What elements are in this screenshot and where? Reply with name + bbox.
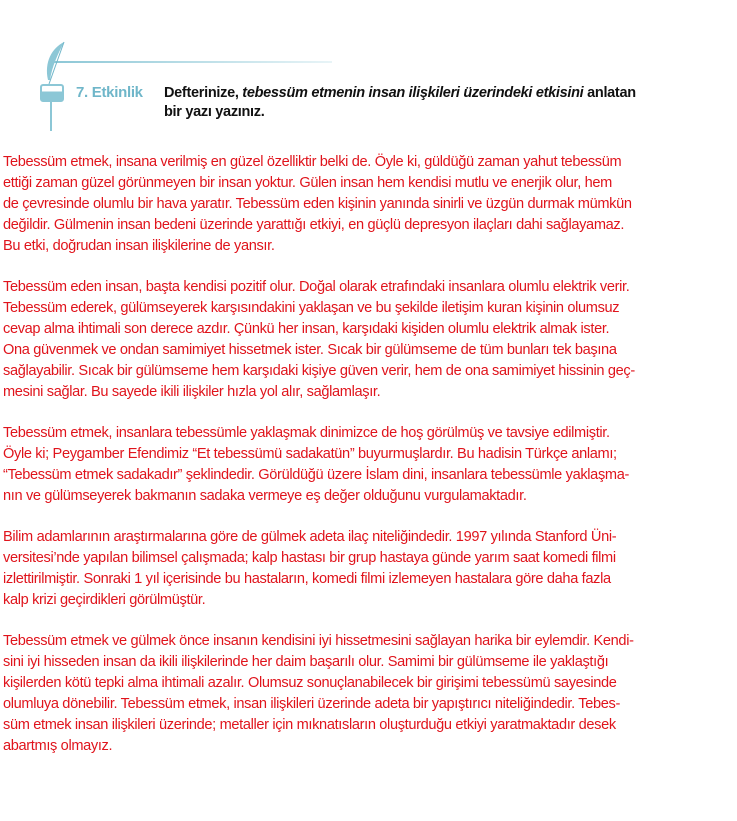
header-rule <box>52 61 332 63</box>
text-line: cevap alma ihtimali son derece azdır. Çünkü her insan, karşıdaki kişiden olumlu elektrik almak ister. <box>3 321 610 337</box>
task-text: anlatan <box>583 85 636 101</box>
text-line: nın ve gülümseyerek bakmanın sadaka vermeye eş değer olduğunu vurgulamaktadır. <box>3 488 527 504</box>
text-line: “Tebessüm etmek sadakadır” şeklindedir. Görüldüğü üzere İslam dini, insanlara tebessümle yaklaşma- <box>3 467 629 483</box>
text-line: mesini sağlar. Bu sayede ikili ilişkiler hızla yol alır, sağlamlaşır. <box>3 384 381 400</box>
task-emphasis: tebessüm etmenin insan ilişkileri üzerindeki etkisini <box>242 85 584 101</box>
text-line: Bu etki, doğrudan insan ilişkilerine de yansır. <box>3 238 275 254</box>
text-line: Tebessüm etmek, insana verilmiş en güzel özelliktir belki de. Öyle ki, güldüğü zaman yahut tebessüm <box>3 154 622 170</box>
text-line: değildir. Gülmenin insan bedeni üzerinde yarattığı etkiyi, en güçlü depresyon ilaçları dahi sağlayamaz. <box>3 217 625 233</box>
text-line: Bilim adamlarının araştırmalarına göre de gülmek adeta ilaç niteliğindedir. 1997 yılında Stanford Üni- <box>3 529 617 545</box>
text-line: Ona güvenmek ve ondan samimiyet hissetmek ister. Sıcak bir gülümseme de tüm bunları tek başına <box>3 342 617 358</box>
text-line: süm etmek insan ilişkileri üzerinde; metaller için mıknatısların oluşturduğu etkiyi yaratmaktadır desek <box>3 717 616 733</box>
inkwell-icon <box>40 84 64 102</box>
task-instruction <box>164 84 636 122</box>
text-line: izlettirilmiştir. Sonraki 1 yıl içerisinde bu hastaların, komedi filmi izlemeyen hastalara göre daha fazla <box>3 571 611 587</box>
text-line: de çevresinde olumlu bir hava yaratır. Tebessüm eden kişinin yanında sinirli ve üzgün durmak mümkün <box>3 196 632 212</box>
text-line: kalp krizi geçirdikleri görülmüştür. <box>3 592 206 608</box>
text-line: sağlayabilir. Sıcak bir gülümseme hem karşıdaki kişiye güven verir, hem de ona samimiyet hissinin geç- <box>3 363 635 379</box>
text-line: olumluya dönebilir. Tebessüm etmek, insan ilişkileri üzerinde adeta bir yapıştırıcı niteliğindedir. Tebes- <box>3 696 620 712</box>
task-text: Defterinize, <box>164 85 243 101</box>
quill-icon <box>38 40 68 88</box>
text-line: Tebessüm etmek, insanlara tebessümle yaklaşmak dinimizce de hoş görülmüş ve tavsiye edilmiştir. <box>3 425 610 441</box>
text-line: Tebessüm eden insan, başta kendisi pozitif olur. Doğal olarak etrafındaki insanlara olumlu elektrik verir. <box>3 279 630 295</box>
paragraph <box>3 423 737 507</box>
paragraph <box>3 631 737 757</box>
text-line: Öyle ki; Peygamber Efendimiz “Et tebessümü sadakatün” buyurmuşlardır. Bu hadisin Türkçe anlamı; <box>3 446 617 462</box>
text-line: Tebessüm etmek ve gülmek önce insanın kendisini iyi hissetmesini sağlayan harika bir eylemdir. Kendi- <box>3 633 634 649</box>
text-line: versitesi’nde yapılan bilimsel çalışmada; kalp hastası bir grup hastaya günde yarım saat komedi filmi <box>3 550 616 566</box>
activity-label: 7. Etkinlik <box>76 84 143 101</box>
text-line: Tebessüm ederek, gülümseyerek karşısındakini yaklaşan ve bu şekilde iletişim kuran kişinin olumsuz <box>3 300 620 316</box>
text-line: sini iyi hisseden insan da ikili ilişkilerinde her daim başarılı olur. Samimi bir gülümseme ile yaklaştığı <box>3 654 609 670</box>
text-line: kişilerden kötü tepki alma ihtimali azalır. Olumsuz sonuçlanabilecek bir girişimi tebessümü sayesinde <box>3 675 617 691</box>
paragraph <box>3 527 737 611</box>
text-line: ettiği zaman güzel görünmeyen bir insan yoktur. Gülen insan hem kendisi mutlu ve enerjik olur, hem <box>3 175 612 191</box>
answer-text <box>3 152 737 777</box>
paragraph <box>3 277 737 403</box>
paragraph <box>3 152 737 257</box>
text-line: abartmış olmayız. <box>3 738 113 754</box>
task-text: bir yazı yazınız. <box>164 104 265 120</box>
